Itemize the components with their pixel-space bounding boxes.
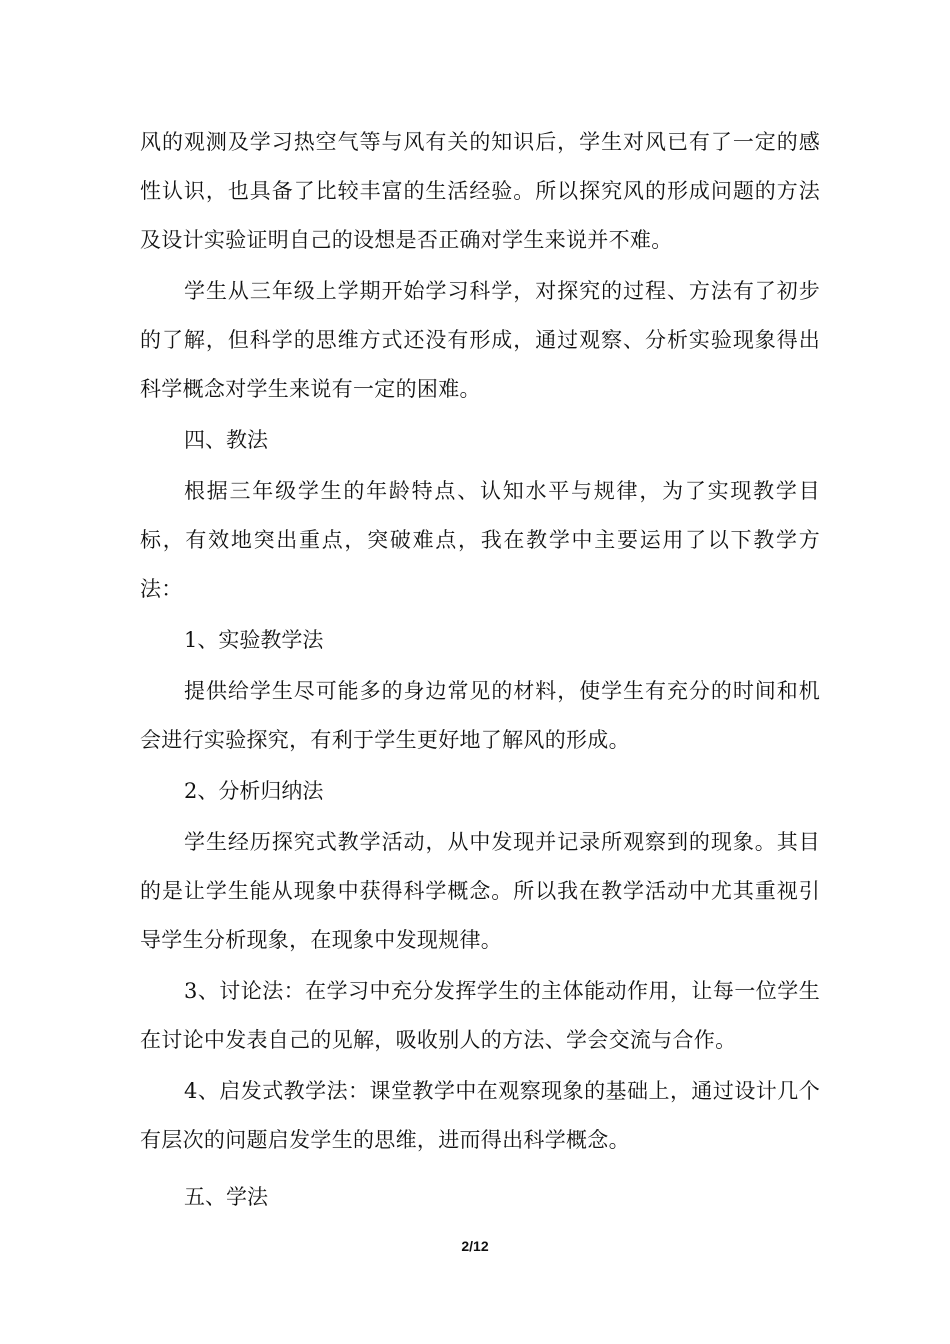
paragraph-heuristic-method: 4、启发式教学法：课堂教学中在观察现象的基础上，通过设计几个有层次的问题启发学生的思维，进而得出科学概念。 [140,1079,820,1152]
paragraph-student-background: 学生从三年级上学期开始学习科学，对探究的过程、方法有了初步的了解，但科学的思维方式还没有形成，通过观察、分析实验现象得出科学概念对学生来说有一定的困难。 [140,279,820,401]
page-number: 2/12 [461,1238,489,1254]
paragraph-continuation: 风的观测及学习热空气等与风有关的知识后，学生对风已有了一定的感性认识，也具备了比较丰富的生活经验。所以探究风的形成问题的方法及设计实验证明自己的设想是否正确对学生来说并不难。 [140,130,820,252]
paragraph-experiment-method: 提供给学生尽可能多的身边常见的材料，使学生有充分的时间和机会进行实验探究，有利于学生更好地了解风的形成。 [140,679,820,752]
paragraph-methods-intro: 根据三年级学生的年龄特点、认知水平与规律，为了实现教学目标，有效地突出重点，突破难点，我在教学中主要运用了以下教学方法： [140,479,820,601]
paragraph-analysis-method: 学生经历探究式教学活动，从中发现并记录所观察到的现象。其目的是让学生能从现象中获得科学概念。所以我在教学活动中尤其重视引导学生分析现象，在现象中发现规律。 [140,830,820,952]
page-body [140,118,820,1222]
subheading-experiment-method: 1、实验教学法 [184,628,324,652]
paragraph-discussion-method: 3、讨论法：在学习中充分发挥学生的主体能动作用，让每一位学生在讨论中发表自己的见解，吸收别人的方法、学会交流与合作。 [140,979,820,1052]
section-heading-teaching-methods: 四、教法 [184,428,268,452]
section-heading-learning-methods: 五、学法 [184,1185,268,1209]
subheading-analysis-method: 2、分析归纳法 [184,779,324,803]
